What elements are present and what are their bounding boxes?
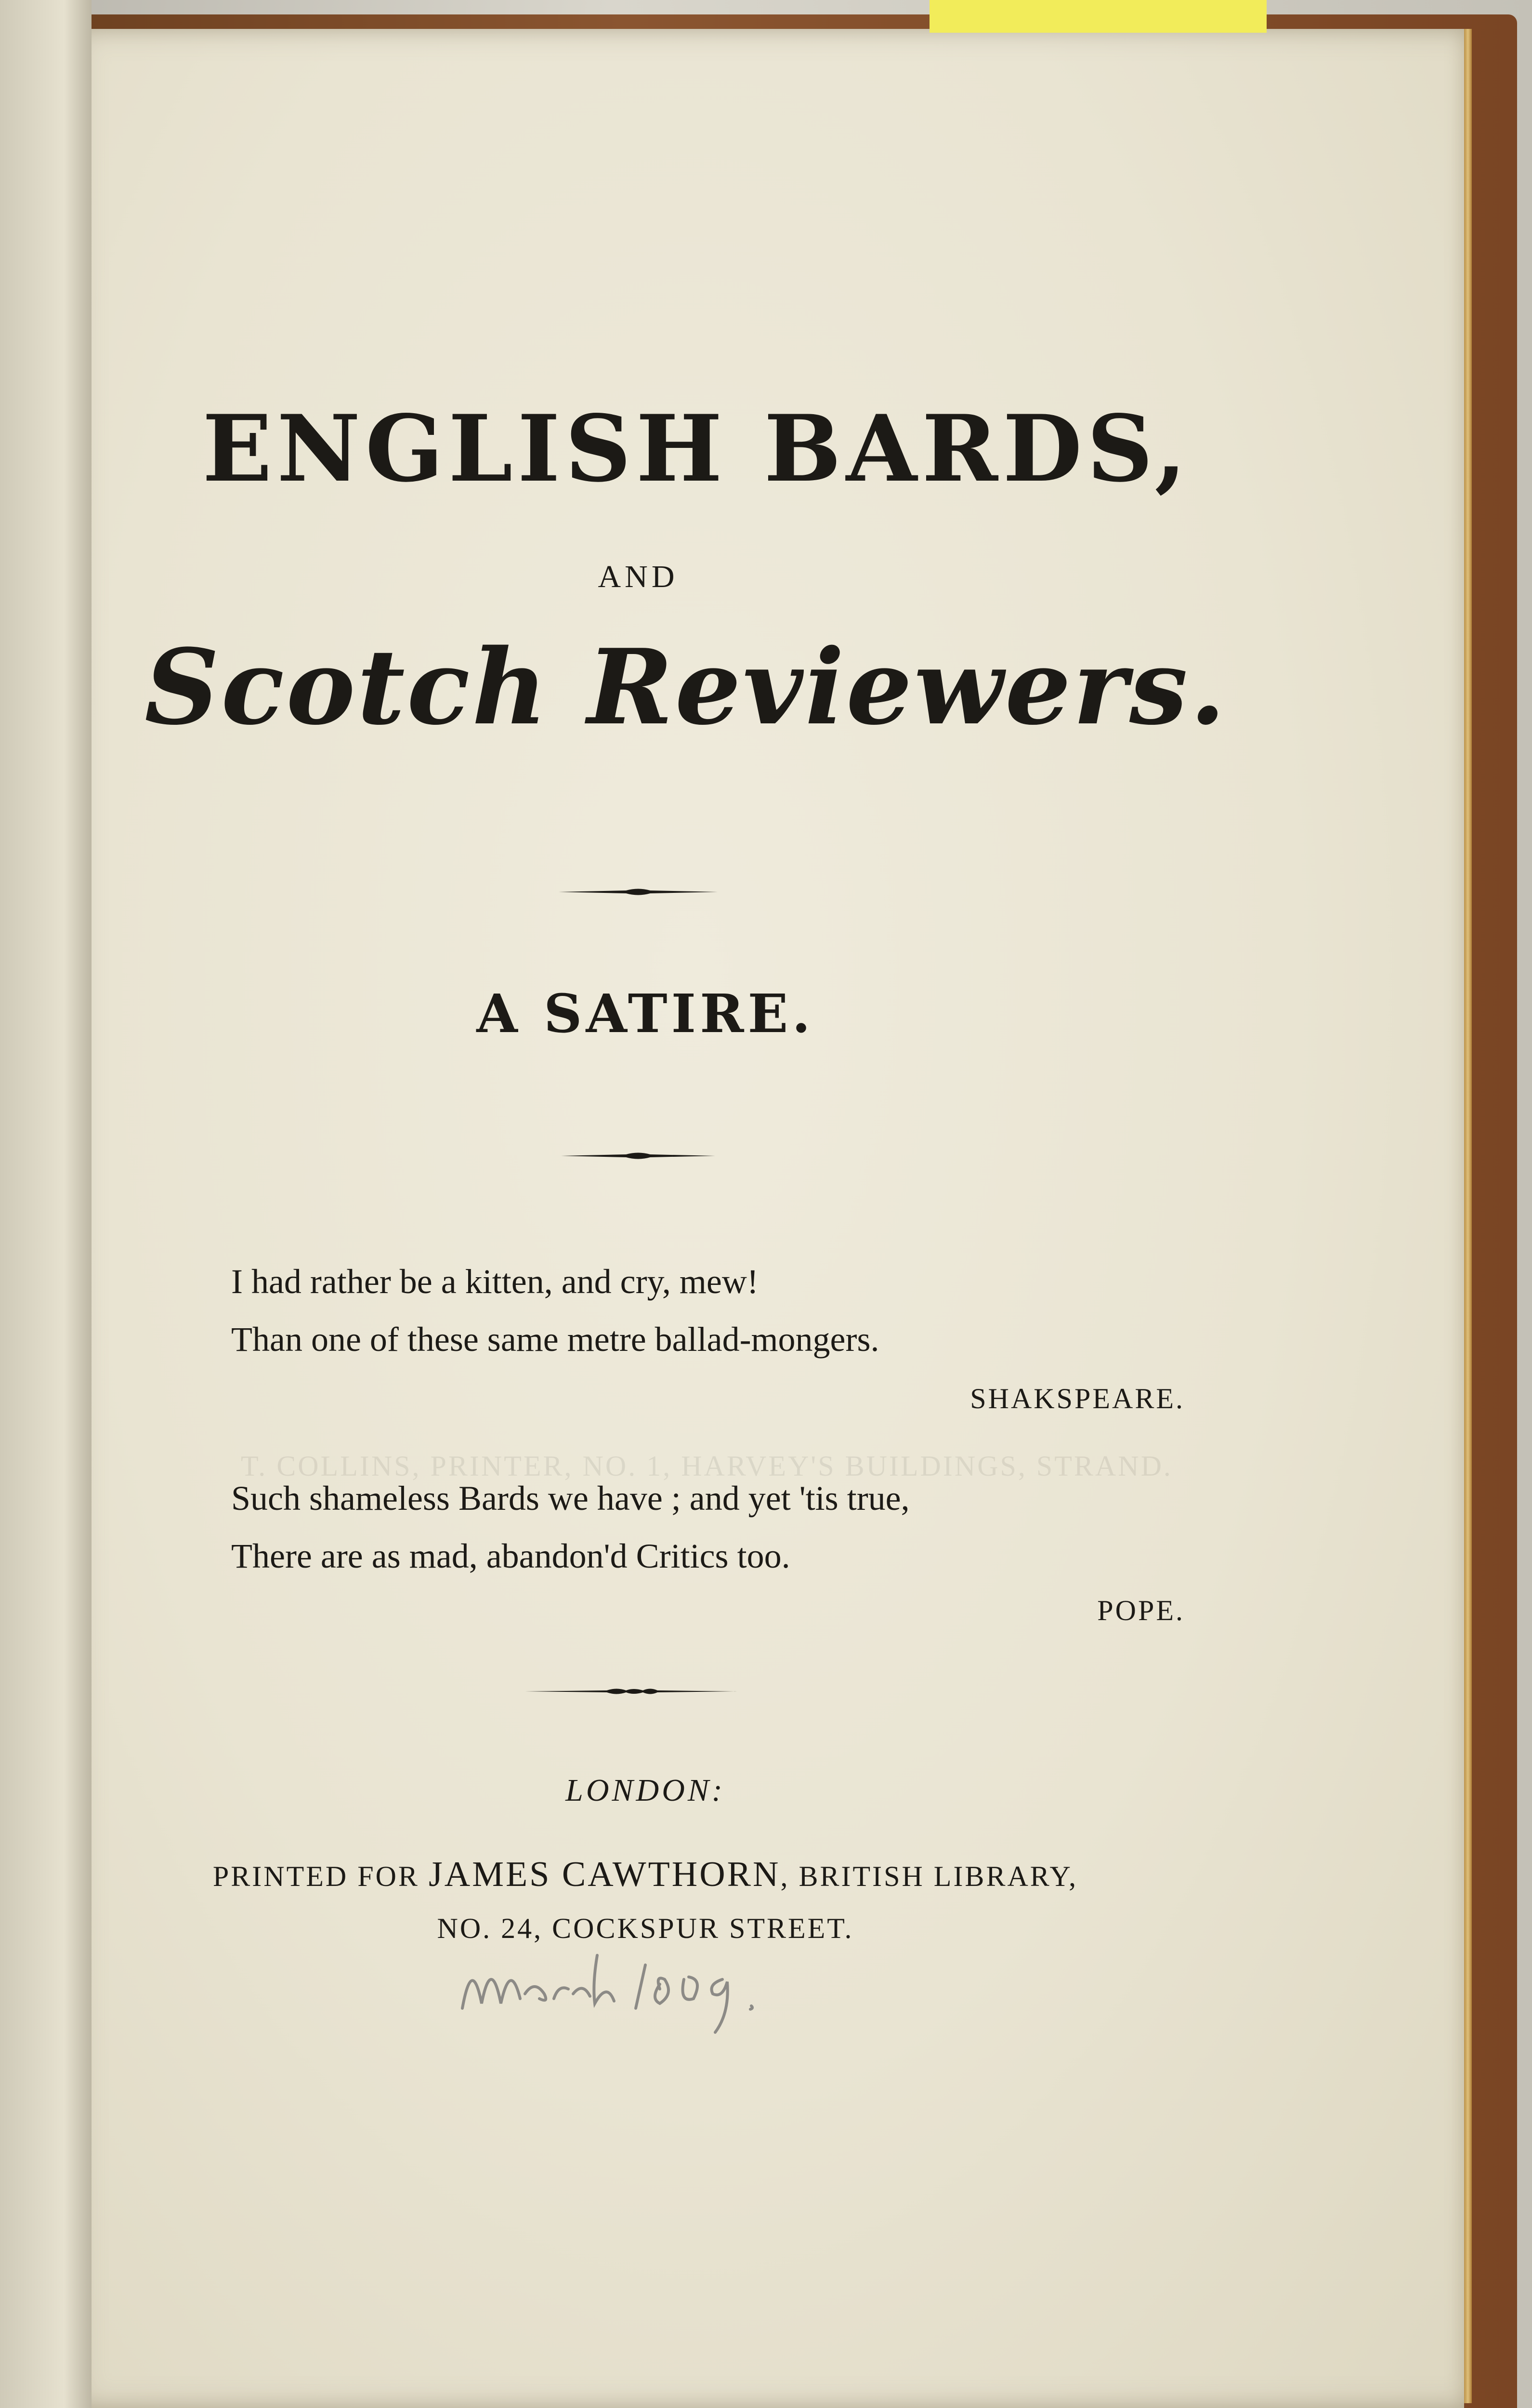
imprint-location: , BRITISH LIBRARY,: [780, 1860, 1078, 1892]
ornamental-rule-top: [559, 886, 718, 898]
imprint-line-2: NO. 24, COCKSPUR STREET.: [437, 1912, 854, 1944]
facing-page-edge: [0, 0, 92, 2408]
cover-gilt-edge: [1464, 29, 1472, 2403]
sticky-note-tab: [930, 0, 1267, 33]
title-conjunction: AND: [598, 559, 679, 594]
subtitle: A SATIRE.: [476, 982, 814, 1045]
epigraph-2-line-2: There are as mad, abandon'd Critics too.: [231, 1537, 790, 1575]
imprint-printed-for: PRINTED FOR: [212, 1860, 429, 1892]
handwritten-date: [453, 1936, 790, 2042]
epigraph-1-attribution: SHAKSPEARE.: [970, 1383, 1185, 1414]
epigraph-2-line-1: Such shameless Bards we have ; and yet 'tis true,: [231, 1479, 910, 1518]
secondary-title: Scotch Reviewers.: [144, 626, 1228, 748]
title-page: [58, 29, 1464, 2408]
ornamental-rule-middle: [561, 1150, 715, 1162]
ornamental-rule-bottom: [525, 1686, 737, 1697]
show-through-text: T. COLLINS, PRINTER, NO. 1, HARVEY'S BUILDINGS, STRAND.: [241, 1450, 1173, 1482]
imprint-line-1: [125, 1854, 1165, 1895]
imprint-city: LONDON:: [565, 1773, 725, 1808]
imprint-printer-name: JAMES CAWTHORN: [428, 1855, 781, 1894]
main-title: ENGLISH BARDS,: [202, 395, 1192, 502]
epigraph-1-line-2: Than one of these same metre ballad-mongers.: [231, 1320, 879, 1359]
epigraph-2-attribution: POPE.: [1097, 1595, 1185, 1626]
epigraph-1-line-1: I had rather be a kitten, and cry, mew!: [231, 1262, 759, 1301]
